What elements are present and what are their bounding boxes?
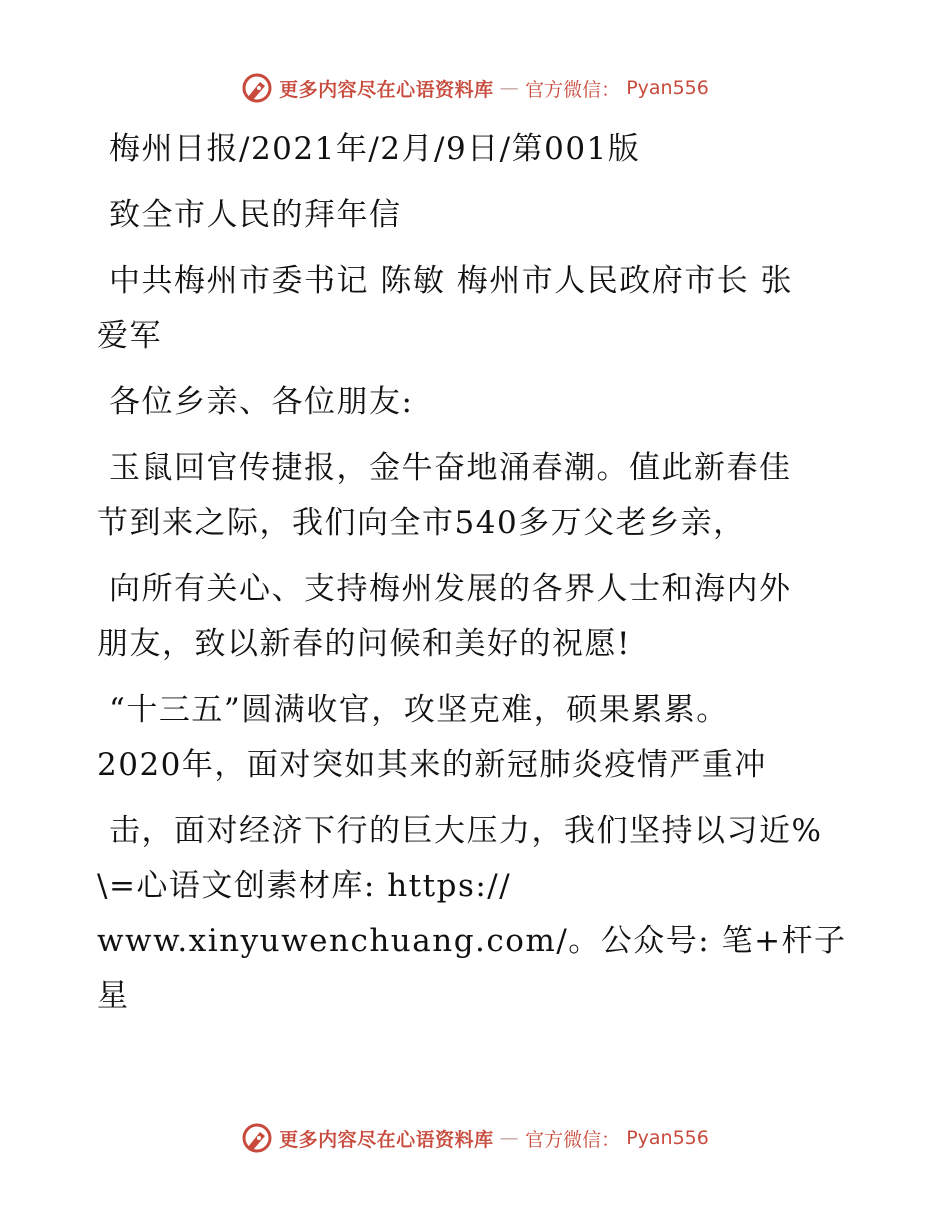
watermark-tail-id: Pyan556: [626, 1127, 709, 1149]
watermark-tail-label: 官方微信：: [525, 1128, 621, 1151]
paragraph-4: 击，面对经济下行的巨大压力，我们坚持以习近% \=心语文创素材库: https:// www.xinyuwenchuang.com/。公众号: 笔+杆子星: [97, 813, 847, 1014]
paragraph-2: 向所有关心、支持梅州发展的各界人士和海内外 朋友，致以新春的问候和美好的祝愿!: [97, 571, 792, 662]
watermark-text: 更多内容尽在心语资料库: [279, 78, 494, 101]
watermark-tail-label: 官方微信：: [525, 78, 621, 101]
source-line: 梅州日报/2021年/2月/9日/第001版: [109, 131, 641, 167]
authors-line: 中共梅州市委书记 陈敏 梅州市人民政府市长 张 爱军: [97, 263, 794, 354]
watermark-separator: —: [499, 77, 520, 99]
watermark-text: 更多内容尽在心语资料库: [279, 1128, 494, 1151]
pen-nib-logo-icon: [241, 1122, 273, 1154]
watermark-separator: —: [499, 1127, 520, 1149]
paragraph-1: 玉鼠回官传捷报，金牛奋地涌春潮。值此新春佳 节到来之际，我们向全市540多万父老乡亲，: [97, 450, 792, 541]
watermark-banner-top: [0, 72, 950, 104]
salutation: 各位乡亲、各位朋友:: [109, 384, 414, 420]
watermark-banner-bottom: [0, 1122, 950, 1154]
paragraph-3: “十三五”圆满收官，攻坚克难，硕果累累。 2020年，面对突如其来的新冠肺炎疫情严重冲: [97, 692, 767, 783]
document-title: 致全市人民的拜年信: [109, 197, 402, 233]
document-body: [97, 122, 857, 1035]
pen-nib-logo-icon: [241, 72, 273, 104]
watermark-tail-id: Pyan556: [626, 77, 709, 99]
